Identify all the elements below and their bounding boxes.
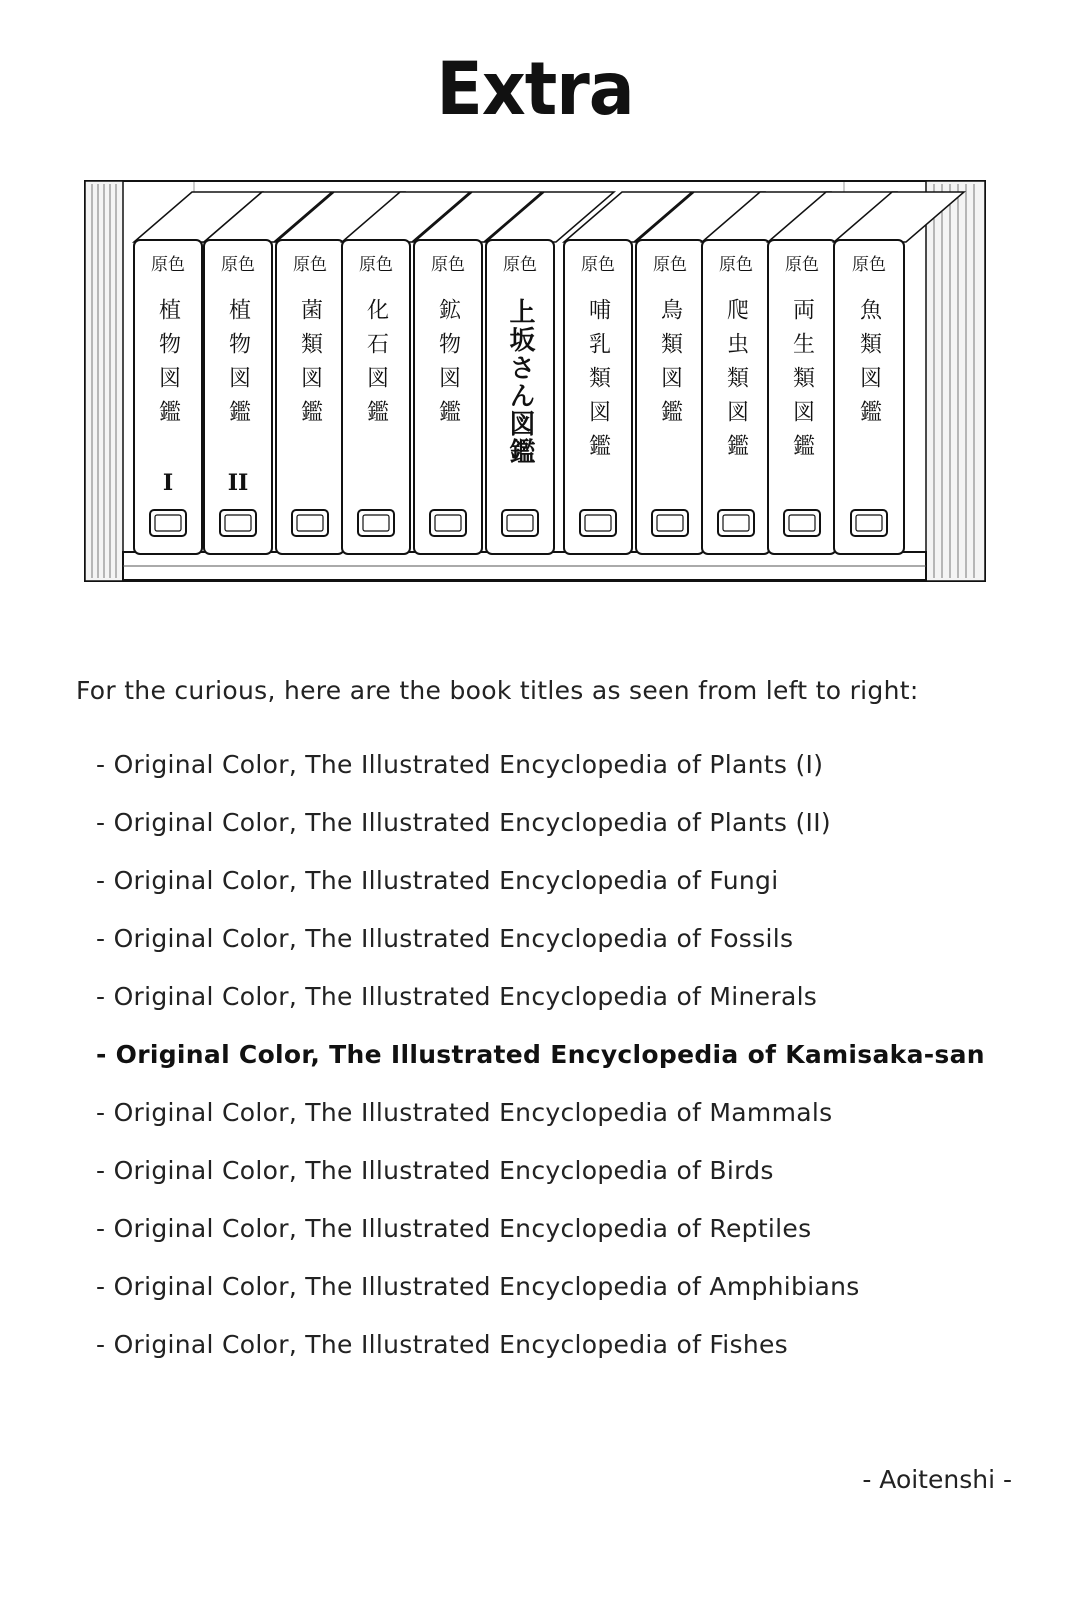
spine-top-text: 原色 [503, 255, 537, 275]
spine-top-text: 原色 [785, 255, 819, 275]
spine-top-text: 原色 [221, 255, 255, 275]
page-title: Extra [436, 46, 634, 133]
intro-text: For the curious, here are the book titles as seen from left to right: [76, 676, 919, 705]
book-title-item: - Original Color, The Illustrated Encyclopedia of Amphibians [96, 1272, 860, 1301]
bookshelf-illustration [84, 180, 986, 600]
spine-top-text: 原色 [359, 255, 393, 275]
spine-title-text: 菌類図鑑 [297, 298, 323, 434]
spine-volume-text: I [162, 470, 174, 496]
spine-top-text: 原色 [719, 255, 753, 275]
spine-top-text: 原色 [151, 255, 185, 275]
spine-volume-text: II [227, 470, 249, 496]
book-title-list [96, 750, 985, 1388]
book-title-item: - Original Color, The Illustrated Encyclopedia of Fossils [96, 924, 794, 953]
books-group [134, 192, 964, 554]
book-title-item: - Original Color, The Illustrated Encyclopedia of Birds [96, 1156, 774, 1185]
shelf-right-panel [926, 181, 985, 581]
book-title-item: - Original Color, The Illustrated Encyclopedia of Kamisaka-san [96, 1040, 985, 1069]
spine-top-text: 原色 [431, 255, 465, 275]
book-title-item: - Original Color, The Illustrated Encyclopedia of Fungi [96, 866, 779, 895]
spine-title-text: 鳥類図鑑 [657, 298, 683, 434]
spine-title-text: 両生類図鑑 [789, 298, 815, 468]
spine-title-text: 爬虫類図鑑 [723, 298, 749, 468]
spine-title-text: 植物図鑑 [225, 298, 251, 434]
book-title-item: - Original Color, The Illustrated Encyclopedia of Mammals [96, 1098, 833, 1127]
spine-title-text: 上坂さん図鑑 [505, 298, 535, 466]
translator-credit: - Aoitenshi - [862, 1465, 1012, 1494]
spine-title-text: 哺乳類図鑑 [585, 298, 611, 468]
spine-title-text: 植物図鑑 [155, 298, 181, 434]
book-title-item: - Original Color, The Illustrated Encyclopedia of Reptiles [96, 1214, 812, 1243]
spine-title-text: 魚類図鑑 [856, 298, 882, 434]
book-title-item: - Original Color, The Illustrated Encyclopedia of Fishes [96, 1330, 789, 1359]
spine-top-text: 原色 [653, 255, 687, 275]
spine-top-text: 原色 [581, 255, 615, 275]
spine-title-text: 化石図鑑 [363, 298, 389, 434]
book-title-item: - Original Color, The Illustrated Encyclopedia of Plants (I) [96, 750, 824, 779]
book-title-item: - Original Color, The Illustrated Encyclopedia of Minerals [96, 982, 818, 1011]
spine-top-text: 原色 [293, 255, 327, 275]
spine-top-text: 原色 [852, 255, 886, 275]
book-title-item: - Original Color, The Illustrated Encyclopedia of Plants (II) [96, 808, 831, 837]
spine-title-text: 鉱物図鑑 [435, 298, 461, 434]
